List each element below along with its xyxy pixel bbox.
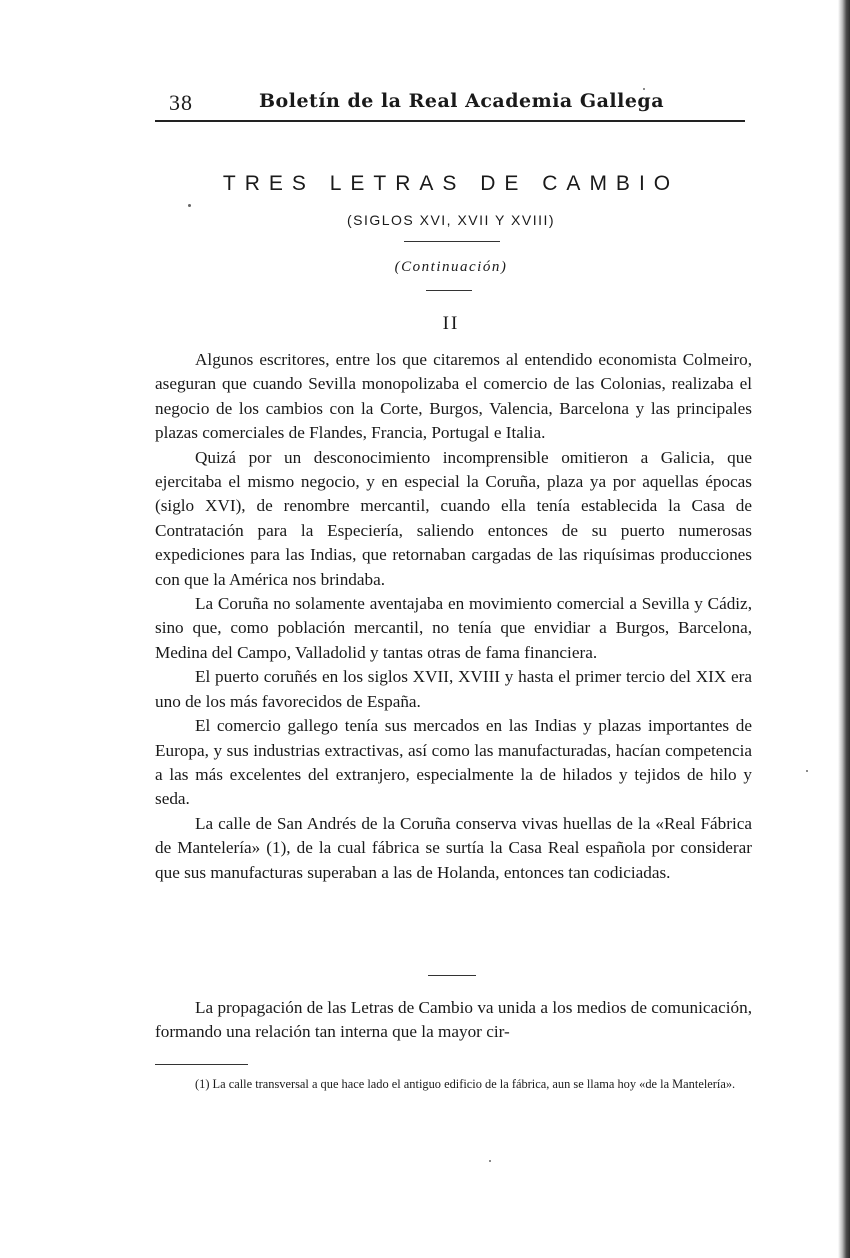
section-number: II: [442, 313, 460, 334]
paragraph: La Coruña no solamente aventajaba en movimiento comercial a Sevilla y Cádiz, sino que, como población mercantil, no tenía que envidiar a Burgos, Barcelona, Medina del Campo, Valladolid y tantas otras de fama financiera.: [155, 594, 752, 662]
paragraph: Algunos escritores, entre los que citaremos al entendido economista Colmeiro, aseguran que cuando Sevilla monopolizaba el comercio de las Colonias, realizaba el negocio de los cambios con la Corte, Burgos, Valencia, Barcelona y las principales plazas comerciales de Flandes, Francia, Portugal e Italia.: [155, 350, 752, 443]
running-title: Boletín de la Real Academia Gallega: [259, 90, 665, 112]
scan-speck: [806, 770, 808, 772]
paragraph: Quizá por un desconocimiento incomprensible omitieron a Galicia, que ejercitaba el mismo negocio, y en especial la Coruña, plaza ya por aquellas épocas (siglo XVI), de renombre mercantil, cuando ella tenía establecida la Casa de Contratación para la Especiería, saliendo entonces de su puerto numerosas expediciones para las Indias, que retornaban cargadas de las riquísimas producciones con que la América nos brindaba.: [155, 447, 752, 589]
paragraph: El comercio gallego tenía sus mercados en las Indias y plazas importantes de Europa, y sus industrias extractivas, así como las manufacturadas, hacían competencia a las más excelentes del extranjero, especialmente la de hilados y tejidos de hilo y seda.: [155, 716, 752, 809]
continuation-divider: [426, 290, 472, 291]
scan-speck: [188, 204, 191, 207]
page-number: 38: [169, 90, 193, 115]
closing-body: [155, 996, 752, 1045]
page-header: [155, 86, 745, 122]
paragraph: La propagación de las Letras de Cambio va unida a los medios de comunicación, formando una relación tan interna que la mayor cir-: [155, 998, 752, 1042]
continuation-note: (Continuación): [394, 259, 508, 275]
article-title: TRES LETRAS DE CAMBIO: [222, 172, 680, 195]
article-body: [155, 348, 752, 885]
footnote-divider: [155, 1064, 248, 1065]
scan-speck: [489, 1160, 491, 1162]
title-divider: [404, 241, 500, 242]
section-divider: [428, 975, 476, 976]
footnote-text: (1) La calle transversal a que hace lado el antiguo edificio de la fábrica, aun se llama hoy «de la Mantelería».: [195, 1077, 736, 1091]
scan-speck: [643, 88, 645, 90]
paragraph: La calle de San Andrés de la Coruña conserva vivas huellas de la «Real Fábrica de Mantelería» (1), de la cual fábrica se surtía la Casa Real española por considerar que sus manufacturas superaban a las de Holanda, entonces tan codiciadas.: [155, 813, 752, 882]
article-subtitle: (SIGLOS XVI, XVII Y XVIII): [346, 212, 556, 228]
footnote: [155, 1075, 752, 1094]
paragraph: El puerto coruñés en los siglos XVII, XVIII y hasta el primer tercio del XIX era uno de los más favorecidos de España.: [155, 667, 752, 711]
